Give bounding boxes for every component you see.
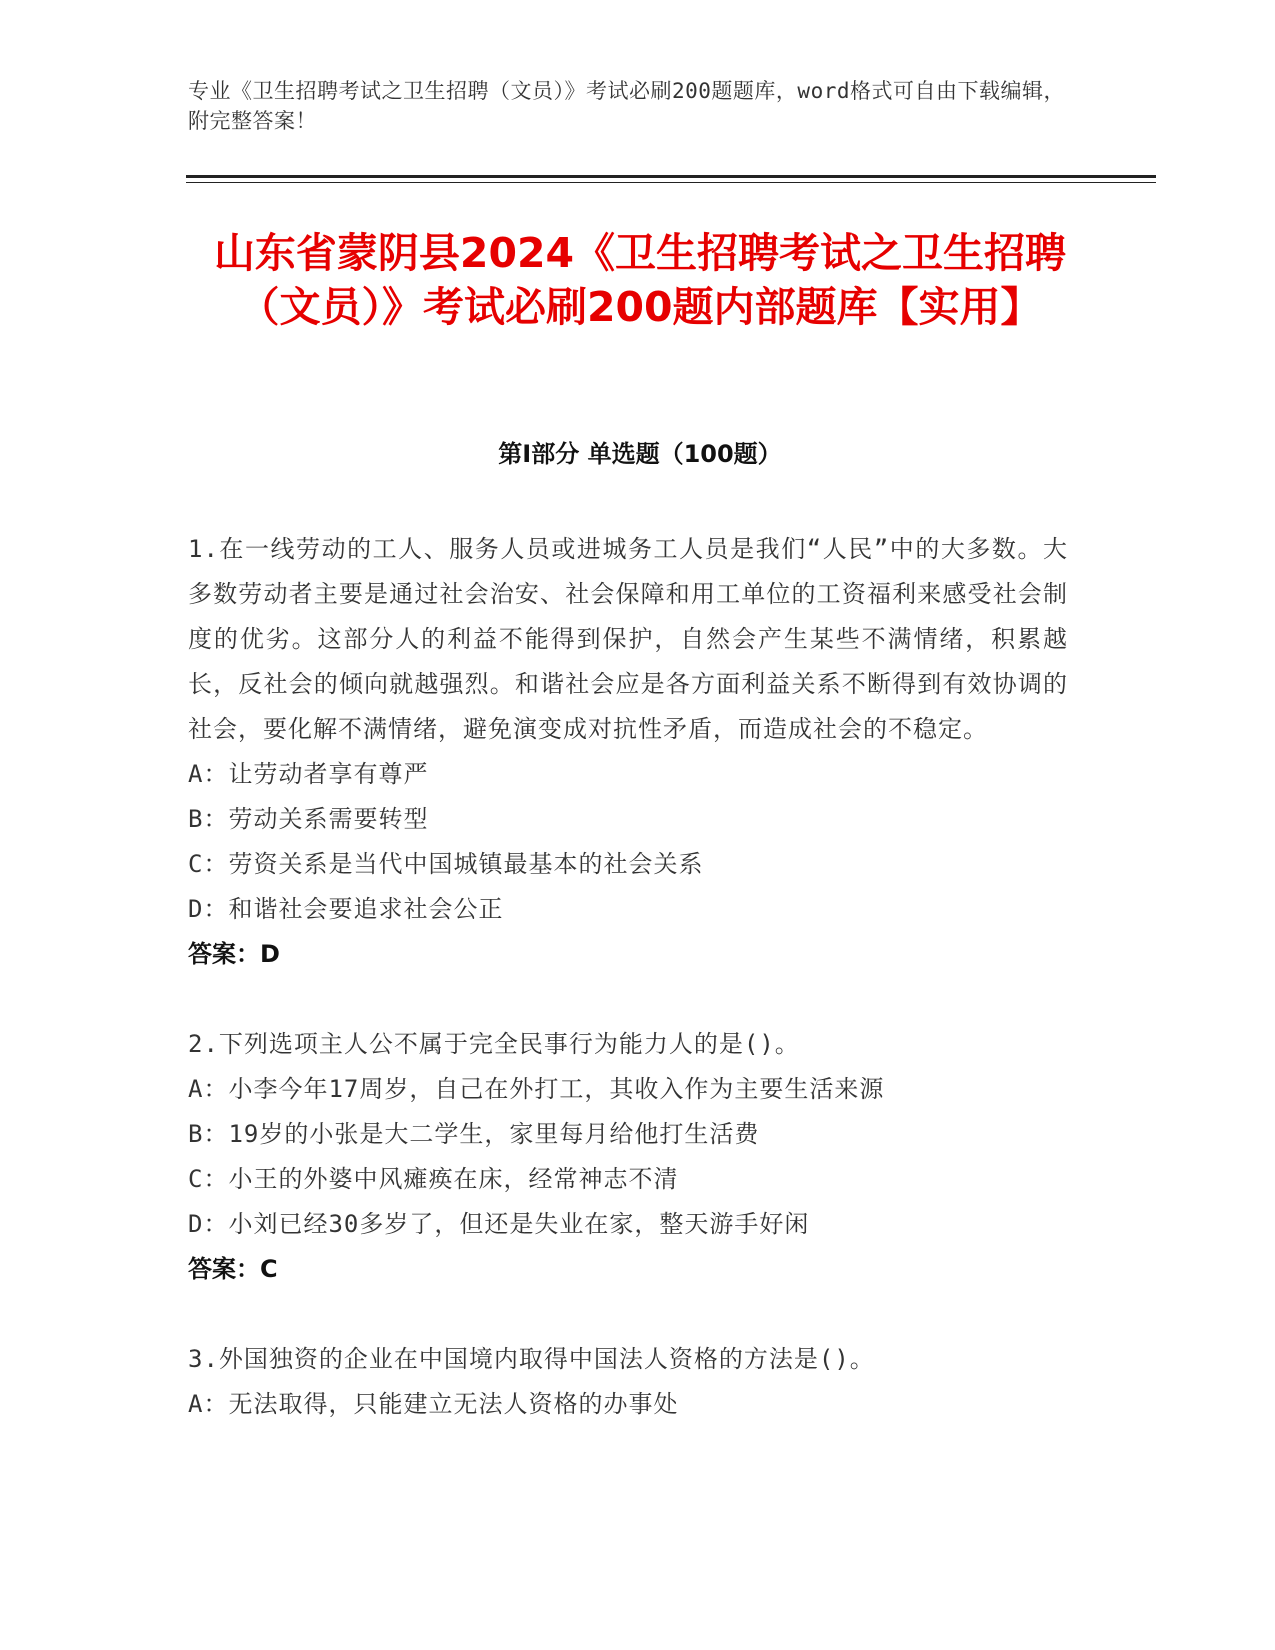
- option-c: C：劳资关系是当代中国城镇最基本的社会关系: [188, 850, 704, 878]
- option-c: C：小王的外婆中风瘫痪在床，经常神志不清: [188, 1165, 679, 1193]
- document-title: 山东省蒙阴县2024《卫生招聘考试之卫生招聘（文员）》考试必刷200题内部题库【实用】: [213, 229, 1067, 331]
- option-b: B：劳动关系需要转型: [188, 805, 429, 833]
- option-b: B：19岁的小张是大二学生，家里每月给他打生活费: [188, 1120, 760, 1148]
- option-a: A：无法取得，只能建立无法人资格的办事处: [188, 1390, 679, 1418]
- question-1: [188, 527, 1068, 977]
- header-note: 专业《卫生招聘考试之卫生招聘（文员）》考试必刷200题题库，word格式可自由下载编辑，附完整答案！: [188, 79, 1065, 133]
- question-list: [188, 527, 1068, 1472]
- header-divider-thick: [186, 175, 1156, 178]
- answer-label: 答案：D: [188, 940, 280, 968]
- section-title: 第I部分 单选题（100题）: [498, 440, 782, 468]
- option-a: A：小李今年17周岁，自己在外打工，其收入作为主要生活来源: [188, 1075, 885, 1103]
- question-stem: 2.下列选项主人公不属于完全民事行为能力人的是()。: [188, 1030, 800, 1058]
- option-d: D：和谐社会要追求社会公正: [188, 895, 504, 923]
- question-stem: 3.外国独资的企业在中国境内取得中国法人资格的方法是()。: [188, 1345, 875, 1373]
- header-divider-thin: [186, 182, 1156, 183]
- question-2: [188, 1022, 1068, 1292]
- option-d: D：小刘已经30多岁了，但还是失业在家，整天游手好闲: [188, 1210, 810, 1238]
- option-a: A：让劳动者享有尊严: [188, 760, 429, 788]
- answer-label: 答案：C: [188, 1255, 278, 1283]
- question-stem: 1.在一线劳动的工人、服务人员或进城务工人员是我们“人民”中的大多数。大多数劳动者主要是通过社会治安、社会保障和用工单位的工资福利来感受社会制度的优劣。这部分人的利益不能得到保护，自然会产生某些不满情绪，积累越长，反社会的倾向就越强烈。和谐社会应是各方面利益关系不断得到有效协调的社会，要化解不满情绪，避免演变成对抗性矛盾，而造成社会的不稳定。: [188, 535, 1068, 743]
- question-3: [188, 1337, 1068, 1427]
